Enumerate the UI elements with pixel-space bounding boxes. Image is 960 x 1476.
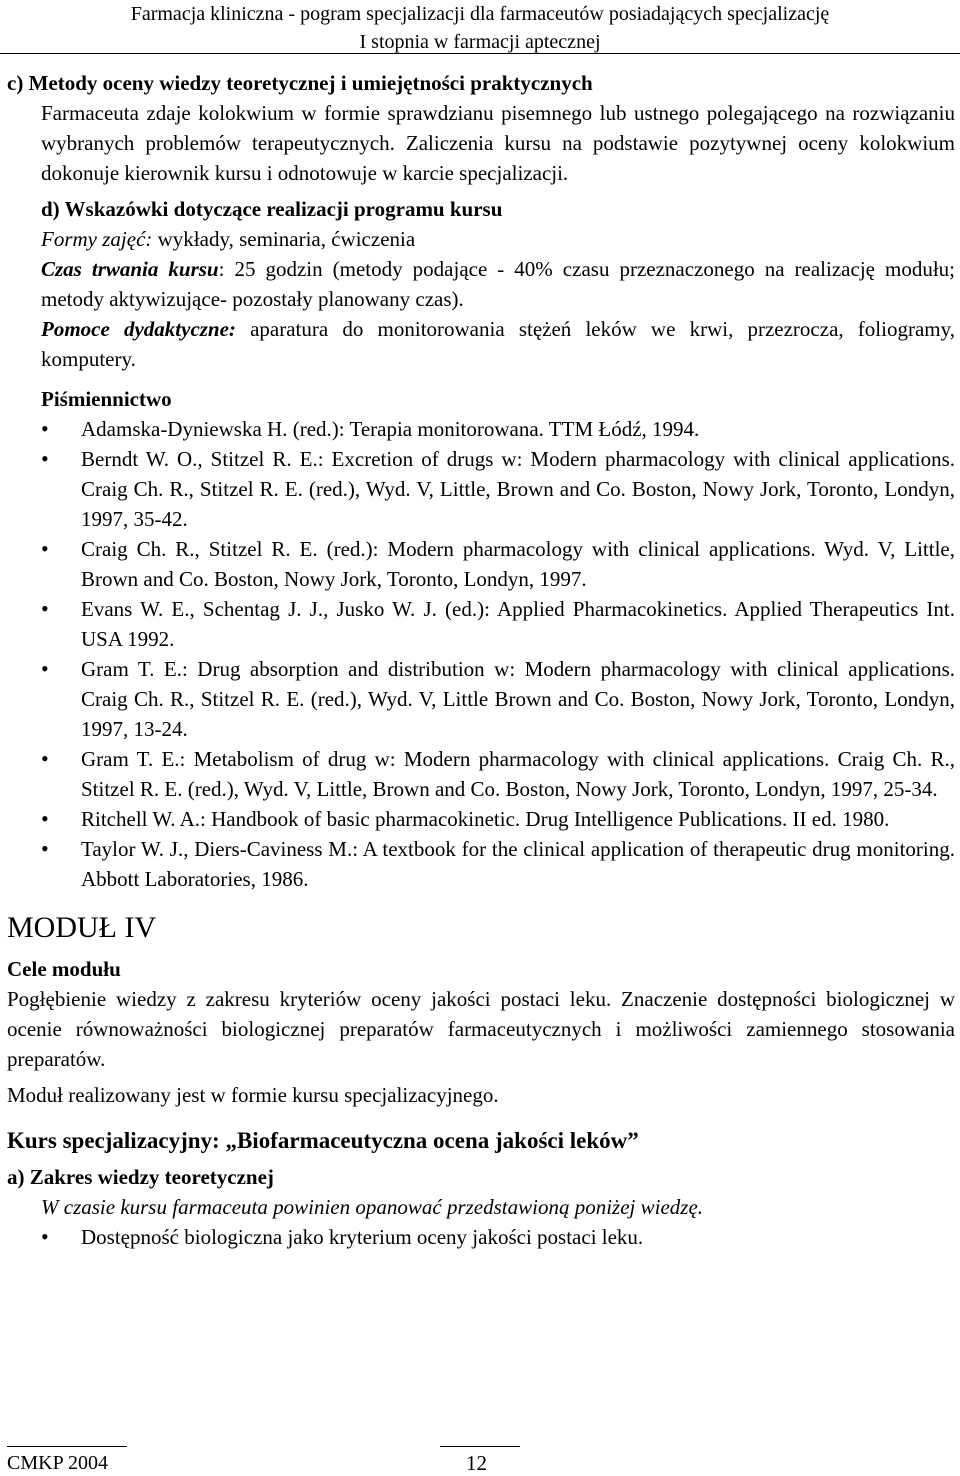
scope-item: • Dostępność biologiczna jako kryterium oceny jakości postaci leku. — [41, 1222, 955, 1252]
realized-text: Moduł realizowany jest w formie kursu specjalizacyjnego. — [7, 1083, 499, 1107]
forms-paragraph — [41, 224, 955, 254]
page-header — [0, 0, 960, 56]
page-number-divider — [440, 1446, 520, 1447]
duration-text: : 25 godzin (metody podające - 40% czasu przeznaczonego na realizację modułu; metody aktywizujące- pozostały planowany czas). — [41, 257, 955, 311]
header-line-2: I stopnia w farmacji aptecznej — [359, 31, 601, 53]
forms-label: Formy zajęć: — [41, 227, 153, 251]
literature-heading: Piśmiennictwo — [41, 387, 172, 411]
aids-paragraph — [41, 314, 955, 374]
footer-divider — [7, 1446, 127, 1447]
literature-item: • Craig Ch. R., Stitzel R. E. (red.): Modern pharmacology with clinical applications. Wyd. V, Little, Brown and Co. Boston, Nowy Jork, Toronto, Londyn, 1997. — [41, 534, 955, 594]
course-title: Kurs specjalizacyjny: „Biofarmaceutyczna ocena jakości leków” — [7, 1128, 639, 1153]
section-c-heading: c) Metody oceny wiedzy teoretycznej i umiejętności praktycznych — [7, 71, 593, 95]
forms-text: wykłady, seminaria, ćwiczenia — [152, 227, 416, 251]
scope-list — [41, 1222, 955, 1252]
aids-label: Pomoce dydaktyczne: — [41, 317, 236, 341]
literature-item: • Evans W. E., Schentag J. J., Jusko W. J. (ed.): Applied Pharmacokinetics. Applied Therapeutics Int. USA 1992. — [41, 594, 955, 654]
section-c-text: Farmaceuta zdaje kolokwium w formie sprawdzianu pisemnego lub ustnego polegającego na rozwiązaniu wybranych problemów terapeutycznych. Zaliczenia kursu na podstawie pozytywnej oceny kolokwium dokonuje kierownik kursu i odnotowuje w karcie specjalizacji. — [41, 101, 955, 185]
goals-text: Pogłębienie wiedzy z zakresu kryteriów oceny jakości postaci leku. Znaczenie dostępności biologicznej w ocenie równoważności biologicznej preparatów farmaceutycznych i możliwości zamiennego stosowania preparatów. — [7, 987, 955, 1071]
page-content — [7, 68, 955, 1252]
literature-item: • Taylor W. J., Diers-Caviness M.: A textbook for the clinical application of therapeutic drug monitoring. Abbott Laboratories, 1986. — [41, 834, 955, 894]
scope-intro: W czasie kursu farmaceuta powinien opanować przedstawioną poniżej wiedzę. — [41, 1195, 704, 1219]
header-line-1: Farmacja kliniczna - pogram specjalizacji dla farmaceutów posiadających specjalizację — [130, 3, 830, 25]
literature-list — [41, 414, 955, 894]
scope-heading: a) Zakres wiedzy teoretycznej — [7, 1165, 274, 1189]
literature-item: • Ritchell W. A.: Handbook of basic pharmacokinetic. Drug Intelligence Publications. II ed. 1980. — [41, 804, 955, 834]
footer-publisher: CMKP 2004 — [7, 1452, 108, 1474]
literature-item: • Gram T. E.: Metabolism of drug w: Modern pharmacology with clinical applications. Craig Ch. R., Stitzel R. E. (red.), Wyd. V, Little, Brown and Co. Boston, Nowy Jork, Toronto, Londyn, 1997, 25-34. — [41, 744, 955, 804]
goals-heading: Cele modułu — [7, 957, 121, 981]
header-divider — [0, 53, 960, 54]
page-number: 12 — [466, 1451, 487, 1475]
duration-paragraph — [41, 254, 955, 314]
section-d-heading: d) Wskazówki dotyczące realizacji programu kursu — [41, 197, 503, 221]
module-title: MODUŁ IV — [7, 911, 157, 944]
literature-item: • Gram T. E.: Drug absorption and distribution w: Modern pharmacology with clinical applications. Craig Ch. R., Stitzel R. E. (red.), Wyd. V, Little Brown and Co. Boston, Nowy Jork, Toronto, Londyn, 1997, 13-24. — [41, 654, 955, 744]
literature-item: • Adamska-Dyniewska H. (red.): Terapia monitorowana. TTM Łódź, 1994. — [41, 414, 955, 444]
duration-label: Czas trwania kursu — [41, 257, 219, 281]
aids-text: aparatura do monitorowania stężeń leków we krwi, przezrocza, foliogramy, komputery. — [41, 317, 955, 371]
literature-item: • Berndt W. O., Stitzel R. E.: Excretion of drugs w: Modern pharmacology with clinical applications. Craig Ch. R., Stitzel R. E. (red.), Wyd. V, Little, Brown and Co. Boston, Nowy Jork, Toronto, Londyn, 1997, 35-42. — [41, 444, 955, 534]
